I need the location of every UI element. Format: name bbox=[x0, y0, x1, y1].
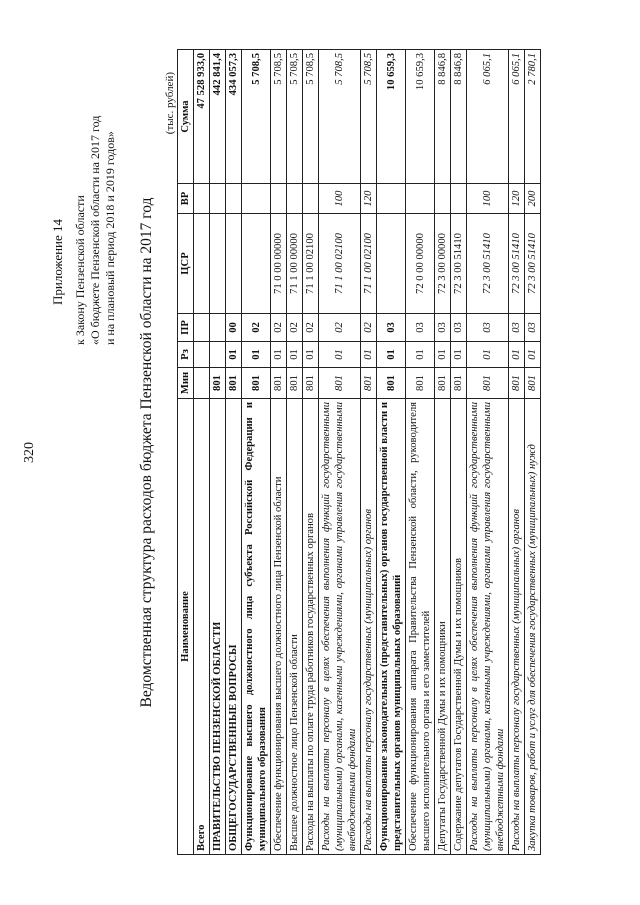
table-row bbox=[377, 50, 406, 855]
cell-name: Депутаты Государственной Думы и их помощники bbox=[435, 399, 451, 855]
table-header-row bbox=[178, 50, 194, 855]
appendix-block bbox=[50, 116, 118, 345]
cell-vr bbox=[435, 184, 451, 214]
cell-name: ОБЩЕГОСУДАРСТВЕННЫЕ ВОПРОСЫ bbox=[226, 399, 242, 855]
cell-rz: 01 bbox=[451, 342, 467, 368]
cell-vr bbox=[226, 184, 242, 214]
cell-pr: 02 bbox=[287, 314, 303, 342]
table-row bbox=[435, 50, 451, 855]
cell-name: Расходы на выплаты персоналу в целях обеспечения выполнения функций государственными (муниципальными) органами, казенными учреждениями, органами управления государственными внебюджетными фондами bbox=[467, 399, 509, 855]
cell-pr: 02 bbox=[242, 314, 271, 342]
cell-sum: 8 846,8 bbox=[435, 50, 451, 184]
cell-name: Функционирование высшего должностного лица субъекта Российской Федерации и муниципального образования bbox=[242, 399, 271, 855]
header-vr: ВР bbox=[178, 184, 194, 214]
cell-pr: 02 bbox=[361, 314, 377, 342]
cell-csr: 72 3 00 51410 bbox=[467, 214, 509, 314]
cell-pr: 02 bbox=[319, 314, 361, 342]
appendix-line: «О бюджете Пензенской области на 2017 год bbox=[88, 115, 102, 345]
cell-vr: 100 bbox=[319, 184, 361, 214]
header-rz: Рз bbox=[178, 342, 194, 368]
cell-csr: 71 0 00 00000 bbox=[271, 214, 287, 314]
table-row bbox=[451, 50, 467, 855]
cell-rz bbox=[194, 342, 210, 368]
cell-vr bbox=[210, 184, 226, 214]
cell-pr: 03 bbox=[467, 314, 509, 342]
cell-name: Обеспечение функционирования аппарата Правительства Пензенской области, руководителя высшего исполнительного органа и его заместителей bbox=[406, 399, 435, 855]
cell-pr: 03 bbox=[509, 314, 525, 342]
cell-min: 801 bbox=[361, 368, 377, 399]
cell-name: Всего bbox=[194, 399, 210, 855]
cell-sum: 5 708,5 bbox=[303, 50, 319, 184]
cell-name: Обеспечение функционирования высшего должностного лица Пензенской области bbox=[271, 399, 287, 855]
table-row bbox=[509, 50, 525, 855]
cell-sum: 5 708,5 bbox=[242, 50, 271, 184]
cell-min: 801 bbox=[319, 368, 361, 399]
cell-rz: 01 bbox=[271, 342, 287, 368]
cell-rz: 01 bbox=[242, 342, 271, 368]
cell-min: 801 bbox=[525, 368, 541, 399]
unit-label: (тыс. рублей) bbox=[164, 72, 176, 135]
header-sum: Сумма bbox=[178, 50, 194, 184]
cell-name: Расходы на выплаты по оплате труда работников государственных органов bbox=[303, 399, 319, 855]
cell-csr: 72 3 00 51410 bbox=[525, 214, 541, 314]
cell-min: 801 bbox=[226, 368, 242, 399]
cell-vr bbox=[406, 184, 435, 214]
cell-vr bbox=[451, 184, 467, 214]
table-row bbox=[226, 50, 242, 855]
cell-csr bbox=[210, 214, 226, 314]
cell-rz: 01 bbox=[525, 342, 541, 368]
cell-vr: 120 bbox=[361, 184, 377, 214]
cell-pr bbox=[194, 314, 210, 342]
table-row bbox=[319, 50, 361, 855]
cell-vr bbox=[242, 184, 271, 214]
cell-name: ПРАВИТЕЛЬСТВО ПЕНЗЕНСКОЙ ОБЛАСТИ bbox=[210, 399, 226, 855]
budget-table bbox=[177, 49, 541, 855]
cell-vr bbox=[303, 184, 319, 214]
cell-min: 801 bbox=[287, 368, 303, 399]
cell-sum: 8 846,8 bbox=[451, 50, 467, 184]
table-body bbox=[194, 50, 541, 855]
cell-vr: 100 bbox=[467, 184, 509, 214]
cell-csr: 71 1 00 02100 bbox=[361, 214, 377, 314]
cell-pr: 03 bbox=[377, 314, 406, 342]
cell-sum: 5 708,5 bbox=[361, 50, 377, 184]
cell-min: 801 bbox=[406, 368, 435, 399]
cell-rz: 01 bbox=[287, 342, 303, 368]
cell-name: Функционирование законодательных (представительных) органов государственной власти и представительных органов муниципальных образований bbox=[377, 399, 406, 855]
cell-min: 801 bbox=[451, 368, 467, 399]
cell-min: 801 bbox=[303, 368, 319, 399]
cell-name: Высшее должностное лицо Пензенской области bbox=[287, 399, 303, 855]
cell-sum: 10 659,3 bbox=[377, 50, 406, 184]
cell-rz: 01 bbox=[467, 342, 509, 368]
cell-rz: 01 bbox=[377, 342, 406, 368]
cell-pr: 02 bbox=[271, 314, 287, 342]
cell-pr: 03 bbox=[451, 314, 467, 342]
table-row bbox=[287, 50, 303, 855]
cell-min: 801 bbox=[242, 368, 271, 399]
cell-name: Расходы на выплаты персоналу государственных (муниципальных) органов bbox=[361, 399, 377, 855]
header-csr: ЦСР bbox=[178, 214, 194, 314]
cell-sum: 5 708,5 bbox=[287, 50, 303, 184]
cell-sum: 6 065,1 bbox=[509, 50, 525, 184]
cell-csr: 72 3 00 00000 bbox=[435, 214, 451, 314]
cell-csr: 71 1 00 02100 bbox=[303, 214, 319, 314]
header-min: Мин bbox=[178, 368, 194, 399]
cell-rz: 01 bbox=[361, 342, 377, 368]
cell-rz: 01 bbox=[226, 342, 242, 368]
cell-min: 801 bbox=[467, 368, 509, 399]
cell-sum: 10 659,3 bbox=[406, 50, 435, 184]
cell-sum: 442 841,4 bbox=[210, 50, 226, 184]
table-row bbox=[242, 50, 271, 855]
cell-min: 801 bbox=[435, 368, 451, 399]
cell-min bbox=[194, 368, 210, 399]
cell-pr: 03 bbox=[525, 314, 541, 342]
cell-min: 801 bbox=[377, 368, 406, 399]
cell-pr: 00 bbox=[226, 314, 242, 342]
table-row bbox=[194, 50, 210, 855]
cell-name: Закупка товаров, работ и услуг для обеспечения государственных (муниципальных) нужд bbox=[525, 399, 541, 855]
appendix-title: Приложение 14 bbox=[50, 218, 65, 305]
cell-min: 801 bbox=[210, 368, 226, 399]
cell-sum: 5 708,5 bbox=[319, 50, 361, 184]
cell-csr bbox=[377, 214, 406, 314]
table-row bbox=[210, 50, 226, 855]
cell-vr bbox=[377, 184, 406, 214]
cell-min: 801 bbox=[509, 368, 525, 399]
cell-name: Расходы на выплаты персоналу в целях обеспечения выполнения функций государственными (муниципальными) органами, казенными учреждениями, органами управления государственными внебюджетными фондами bbox=[319, 399, 361, 855]
cell-sum: 5 708,5 bbox=[271, 50, 287, 184]
appendix-line: и на плановый период 2018 и 2019 годов» bbox=[103, 131, 117, 345]
header-pr: ПР bbox=[178, 314, 194, 342]
cell-csr bbox=[194, 214, 210, 314]
cell-vr bbox=[287, 184, 303, 214]
cell-csr bbox=[226, 214, 242, 314]
cell-rz: 01 bbox=[435, 342, 451, 368]
cell-pr: 02 bbox=[303, 314, 319, 342]
cell-vr: 200 bbox=[525, 184, 541, 214]
table-row bbox=[525, 50, 541, 855]
cell-csr: 72 3 00 51410 bbox=[509, 214, 525, 314]
table-row bbox=[271, 50, 287, 855]
cell-name: Содержание депутатов Государственной Думы и их помощников bbox=[451, 399, 467, 855]
header-name: Наименование bbox=[178, 399, 194, 855]
cell-rz: 01 bbox=[319, 342, 361, 368]
cell-rz: 01 bbox=[303, 342, 319, 368]
cell-sum: 434 057,3 bbox=[226, 50, 242, 184]
cell-pr: 03 bbox=[435, 314, 451, 342]
appendix-line: к Закону Пензенской области bbox=[73, 195, 87, 345]
cell-csr: 72 3 00 51410 bbox=[451, 214, 467, 314]
cell-csr bbox=[242, 214, 271, 314]
cell-sum: 2 780,1 bbox=[525, 50, 541, 184]
cell-sum: 6 065,1 bbox=[467, 50, 509, 184]
cell-csr: 71 1 00 00000 bbox=[287, 214, 303, 314]
cell-min: 801 bbox=[271, 368, 287, 399]
cell-vr bbox=[194, 184, 210, 214]
cell-pr: 03 bbox=[406, 314, 435, 342]
table-row bbox=[303, 50, 319, 855]
cell-rz: 01 bbox=[509, 342, 525, 368]
document-heading: Ведомственная структура расходов бюджета Пензенской области на 2017 год bbox=[138, 197, 155, 708]
cell-sum: 47 528 933,0 bbox=[194, 50, 210, 184]
cell-csr: 71 1 00 02100 bbox=[319, 214, 361, 314]
cell-pr bbox=[210, 314, 226, 342]
table-row bbox=[361, 50, 377, 855]
cell-csr: 72 0 00 00000 bbox=[406, 214, 435, 314]
cell-vr: 120 bbox=[509, 184, 525, 214]
cell-name: Расходы на выплаты персоналу государственных (муниципальных) органов bbox=[509, 399, 525, 855]
table-row bbox=[467, 50, 509, 855]
page-number: 320 bbox=[22, 442, 37, 463]
cell-vr bbox=[271, 184, 287, 214]
cell-rz bbox=[210, 342, 226, 368]
cell-rz: 01 bbox=[406, 342, 435, 368]
table-row bbox=[406, 50, 435, 855]
